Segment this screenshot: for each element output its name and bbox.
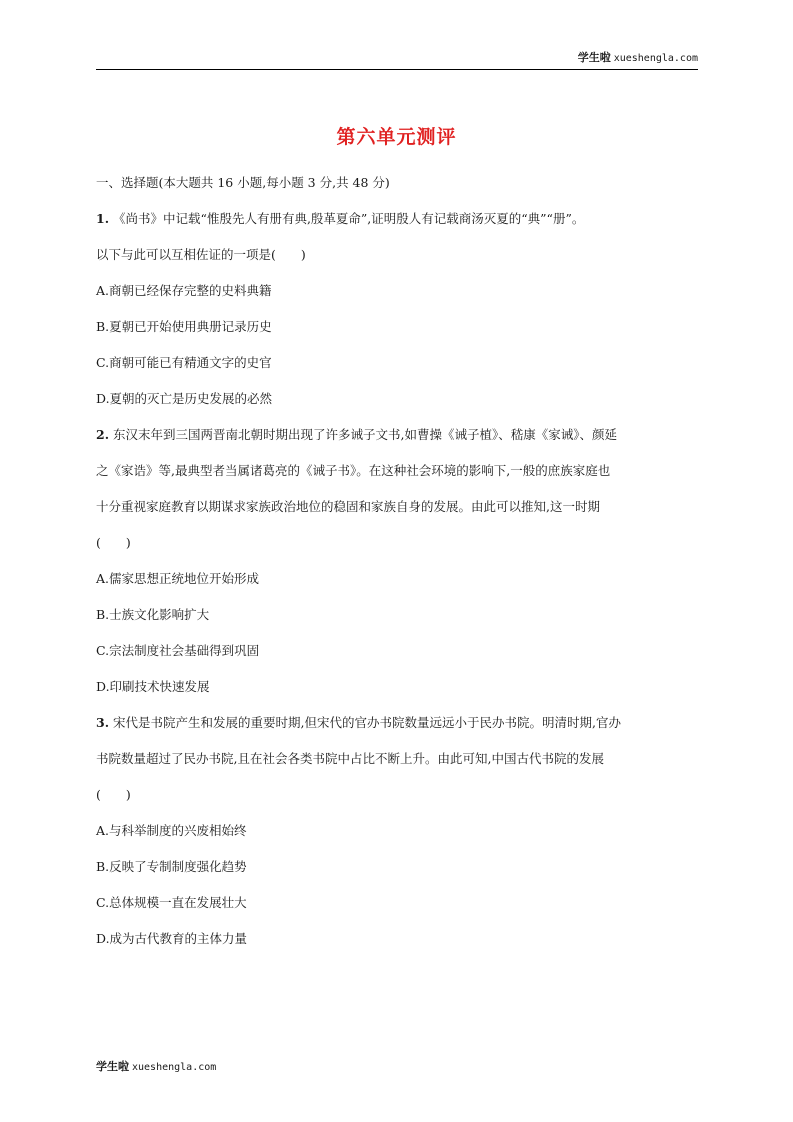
footer-domain[interactable]: xueshengla.com: [132, 1062, 217, 1073]
question-number: 3.: [96, 715, 110, 730]
header-brand: 学生啦: [577, 51, 611, 64]
header-rule: [96, 69, 698, 70]
answer-blank: ( ): [96, 535, 131, 550]
question-stem-line: [96, 424, 698, 460]
question-number: 1.: [96, 211, 110, 226]
question-1: [96, 208, 698, 424]
answer-blank: ( ): [96, 787, 131, 802]
option-a: A.商朝已经保存完整的史料典籍: [96, 283, 272, 298]
question-text: 东汉末年到三国两晋南北朝时期出现了许多诫子文书,如曹操《诫子植》、嵇康《家诫》、颜延: [113, 427, 618, 442]
question-text: 《尚书》中记载“惟殷先人有册有典,殷革夏命”,证明殷人有记载商汤灭夏的“典”“册”。: [113, 211, 585, 226]
page-title: 第六单元测评: [336, 126, 457, 148]
option-b: B.夏朝已开始使用典册记录历史: [96, 319, 272, 334]
question-stem-line: 十分重视家庭教育以期谋求家族政治地位的稳固和家族自身的发展。由此可以推知,这一时期: [96, 499, 600, 514]
question-text: 宋代是书院产生和发展的重要时期,但宋代的官办书院数量远远小于民办书院。明清时期,官办: [113, 715, 621, 730]
option-d: D.夏朝的灭亡是历史发展的必然: [96, 391, 273, 406]
option-b: B.反映了专制制度强化趋势: [96, 859, 247, 874]
question-number: 2.: [96, 427, 110, 442]
option-c: C.商朝可能已有精通文字的史官: [96, 355, 272, 370]
option-a: A.儒家思想正统地位开始形成: [96, 571, 260, 586]
option-c: C.宗法制度社会基础得到巩固: [96, 643, 260, 658]
document-body: [96, 172, 698, 964]
option-c: C.总体规模一直在发展壮大: [96, 895, 247, 910]
question-stem-line: 之《家诰》等,最典型者当属诸葛亮的《诫子书》。在这种社会环境的影响下,一般的庶族家庭也: [96, 463, 611, 478]
option-d: D.印刷技术快速发展: [96, 679, 210, 694]
option-d: D.成为古代教育的主体力量: [96, 931, 248, 946]
option-a: A.与科举制度的兴废相始终: [96, 823, 247, 838]
page-header: [96, 50, 698, 67]
question-stem-line: 书院数量超过了民办书院,且在社会各类书院中占比不断上升。由此可知,中国古代书院的发展: [96, 751, 604, 766]
question-stem-line: [96, 712, 698, 748]
question-stem-line: [96, 208, 698, 244]
question-3: [96, 712, 698, 964]
section-heading: 一、选择题(本大题共 16 小题,每小题 3 分,共 48 分): [96, 175, 390, 190]
question-2: [96, 424, 698, 712]
page-footer: [96, 1058, 216, 1074]
footer-brand: 学生啦: [96, 1060, 129, 1073]
option-b: B.士族文化影响扩大: [96, 607, 210, 622]
question-stem-line: 以下与此可以互相佐证的一项是( ): [96, 247, 306, 262]
header-domain[interactable]: xueshengla.com: [613, 53, 698, 64]
